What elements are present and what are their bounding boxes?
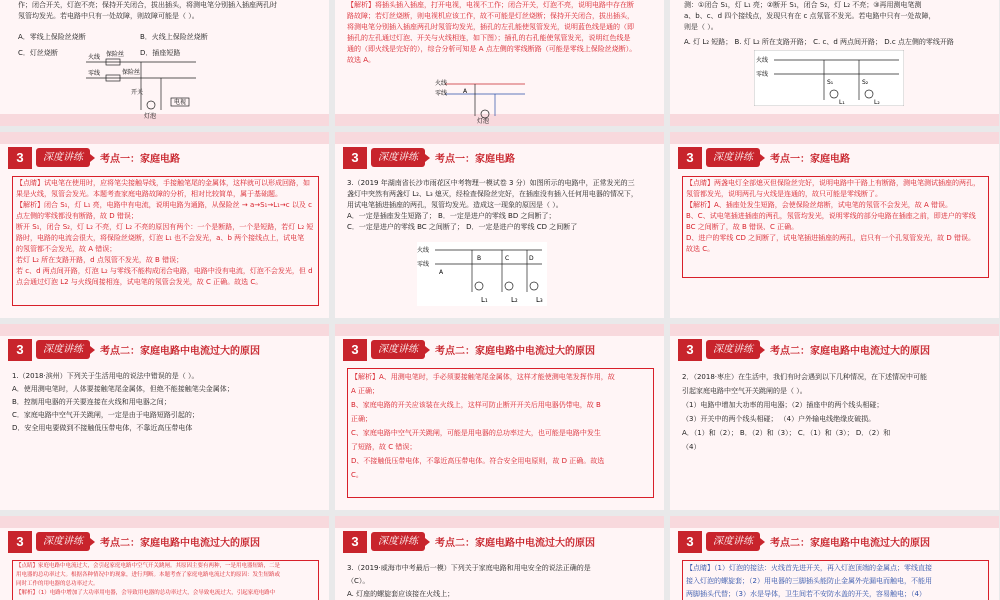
text-line: 路时，电路的电流会很大，将保险丝烧断，灯泡 L₁ 也不会发光，a、b 两个接线点上，试电笔	[16, 234, 305, 242]
diagram-label: 零线	[435, 90, 448, 97]
slide-3[interactable]	[670, 0, 999, 126]
text-line: 氖管都发光，说明两孔与火线是连通的，故只可能是零线断了。	[686, 190, 882, 198]
slide-title: 考点二：家庭电路中电流过大的原因	[435, 346, 595, 357]
text-line: 断开 S₁，闭合 S₂，灯 L₂ 不亮，灯 L₂ 不亮的原因有两个：一个是断路，一个是短路，若灯 L₂ 短	[16, 223, 314, 231]
diagram-label: 火线	[756, 57, 769, 64]
diagram-label: B	[477, 255, 482, 262]
section-number: 3	[8, 147, 32, 169]
text-line: 引起家庭电路中空气开关跳闸的是（ ）。	[682, 387, 807, 395]
text-line: 3.（2019·威海市中考最后一模）下列关于家庭电路和用电安全的说法正确的是	[347, 564, 591, 572]
diagram-label: 零线	[88, 70, 101, 77]
slide-title: 考点二：家庭电路中电流过大的原因	[435, 538, 595, 549]
text-line: B、家庭电路的开关应该装在火线上，这样可防止断开开关后用电器仍带电，故 B	[351, 401, 601, 409]
text-line: 用试电笔插进插座的两孔，氖管均发光。造成这一现象的原因是（ ）。	[347, 201, 563, 209]
text-line: 氖管均发光。若电路中只有一处故障，则故障可能是（ ）。	[18, 12, 199, 20]
text-line: 【点睛】（1）灯泡的接法：火线首先进开关，再入灯泡顶端的金属点；零线直接	[686, 564, 932, 572]
text-line: 盏灯中突然有两盏灯 L₂、L₃ 熄灭，经检查保险丝完好，在插座没有插入任何用电器的情况下，	[347, 190, 638, 198]
diagram-label: L₂	[511, 296, 518, 304]
text-line: 点会通过灯泡 L2 与火线间接相连，试电笔的氖管会发光，故 C 正确。故选 C。	[16, 278, 263, 286]
text-line: 故选 A。	[347, 56, 376, 64]
diagram-label: 灯泡	[144, 113, 157, 120]
slide-title: 考点一：家庭电路	[770, 154, 850, 165]
text-line: 3.（2019 年湖南省长沙市雨花区中考物理一模试卷 3 分）如图所示的电路中，正常发光的三	[347, 179, 635, 187]
text-line: A．使用测电笔时，人体要接触笔尾金属体，但绝不能接触笔尖金属体；	[12, 385, 234, 393]
diagram-label: 开关	[131, 89, 144, 96]
text-line: 插孔的左孔通过灯泡、开关与火线相连，如下图）；插孔的右孔能使氖管发光，说明红色线是	[347, 34, 631, 42]
slide-7[interactable]	[0, 324, 329, 510]
slide-title-bar	[678, 147, 993, 169]
text-line: 正确；	[351, 415, 372, 423]
section-badge: 深度讲练	[371, 148, 425, 167]
slide-10[interactable]	[0, 516, 329, 600]
diagram-label: 电视	[174, 99, 187, 106]
section-badge: 深度讲练	[706, 340, 760, 359]
text-line: 用电器的总功率过大。根据各种情况中的现象，进行判断。本题考查了家庭电路电流过大的原因：发生短路或	[16, 572, 281, 578]
text-line: 点左侧的零线都没有断路，故 D 错误；	[16, 212, 138, 220]
slide-title: 考点二：家庭电路中电流过大的原因	[100, 538, 260, 549]
text-line: 【点睛】试电笔在使用时，应将笔尖接触导线，手接触笔尾的金属体，这样就可以形成回路，如	[16, 179, 310, 187]
text-line: 将测电笔分别插入插座两孔时氖管均发光，插孔的左孔能使氖管发光，说明蓝色线是通的（即	[347, 23, 634, 31]
diagram-label: L₁	[481, 296, 488, 304]
text-line: 【解析】闭合 S₁，灯 L₁ 亮，电路中有电流，说明电路为通路，从保险丝 → a→S₁→L₁→c 以及 c	[16, 201, 312, 209]
diagram-label: 零线	[756, 71, 769, 78]
diagram-label: A	[439, 269, 444, 276]
diagram-label: S₂	[862, 79, 869, 86]
section-badge: 深度讲练	[371, 532, 425, 551]
slide-title: 考点二：家庭电路中电流过大的原因	[770, 346, 930, 357]
text-line: 【点睛】两盏电灯全部熄灭但保险丝完好，说明电路中干路上有断路，测电笔测试插座的两孔，	[686, 179, 980, 187]
diagram-label: 零线	[417, 261, 430, 268]
text-line: D、不接触低压带电体，不靠近高压带电体。符合安全用电原则，故 D 正确。故选	[351, 457, 605, 465]
text-line: C．一定是进户的零线 BC 之间断了； D．一定是进户的零线 CD 之间断了	[347, 223, 578, 231]
text-line: A．（1）和（2）； B．（2）和（3）； C．（1）和（3）； D．（2）和	[682, 429, 891, 437]
circuit-diagram	[754, 50, 904, 106]
diagram-label: 保险丝	[106, 51, 125, 58]
slide-6[interactable]	[670, 132, 999, 318]
text-line: （4）	[682, 443, 701, 451]
text-line: B．控制用电器的开关要连接在火线和用电器之间；	[12, 398, 171, 406]
slide-title-bar	[8, 339, 323, 361]
circuit-diagram	[435, 76, 525, 124]
diagram-label: L₂	[874, 99, 880, 106]
text-line: A 正确；	[351, 387, 380, 395]
diagram-label: A	[463, 88, 468, 95]
slide-1[interactable]	[0, 0, 329, 126]
slide-title-bar	[343, 147, 658, 169]
text-line: 故选 C。	[686, 245, 715, 253]
slide-title-bar	[8, 147, 323, 169]
slide-title: 考点二：家庭电路中电流过大的原因	[770, 538, 930, 549]
slide-title-bar	[8, 531, 323, 553]
circuit-diagram	[86, 50, 196, 120]
slide-5[interactable]	[335, 132, 664, 318]
circuit-diagram	[417, 242, 547, 306]
slide-12[interactable]	[670, 516, 999, 600]
section-number: 3	[343, 147, 367, 169]
diagram-label: S₁	[827, 79, 834, 86]
text-line: 【解析】A、用测电笔时，手必须要接触笔尾金属体，这样才能使测电笔发挥作用，故	[351, 373, 615, 381]
text-line: D．安全用电要做到不接触低压带电体，不靠近高压带电体	[12, 424, 193, 432]
section-number: 3	[678, 531, 702, 553]
slide-title-bar	[343, 339, 658, 361]
option: B．火线上保险丝烧断	[140, 33, 208, 41]
text-line: 的氖管都不会发光，故 A 错误；	[16, 245, 117, 253]
text-line: BC 之间断了，故 B 错误、C 正确。	[686, 223, 799, 231]
text-line: （C）。	[347, 577, 370, 585]
text-line: A．一定是插座发生短路了； B．一定是进户的零线 BD 之间断了；	[347, 212, 556, 220]
text-line: 作；闭合开关，灯泡不亮；保持开关闭合，拔出插头，将测电笔分别插入插座两孔时	[18, 1, 277, 9]
text-line: 果是火线，氖管会发光。本题考查家庭电路故障的分析，相对比较简单，属于基础题。	[16, 190, 282, 198]
text-line: 则是（ ）。	[684, 23, 718, 31]
text-line: 1.（2018·滨州）下列关于生活用电的说法中错误的是（ ）。	[12, 372, 199, 380]
slide-title-bar	[343, 531, 658, 553]
text-line: C、家庭电路中空气开关跳闸，可能是用电器的总功率过大，也可能是电路中发生	[351, 429, 601, 437]
text-line: 【解析】A、插座处发生短路，会使保险丝熔断，试电笔的氖管不会发光，故 A 错误。	[686, 201, 953, 209]
section-badge: 深度讲练	[371, 340, 425, 359]
text-line: 2．（2018·枣庄）在生活中，我们有时会遇到以下几种情况，在下述情况中可能	[682, 373, 927, 381]
text-line: 【解析】将插头插入插座，打开电视，电视不工作；闭合开关，灯泡不亮，说明电路中存在断	[347, 1, 634, 9]
diagram-label: 火线	[88, 54, 101, 61]
text-line: （3）开关中的两个线头相碰； （4）户外输电线绝缘皮破损。	[682, 415, 876, 423]
text-line: 若 c、d 两点间开路，灯泡 L₂ 与零线不能构成闭合电路，电路中没有电流，灯泡不会发光，但 d	[16, 267, 313, 275]
text-line: D、进户的零线 CD 之间断了，试电笔插进插座的两孔，启只有一个孔氖管发光，故 D 错误。	[686, 234, 975, 242]
slide-11[interactable]	[335, 516, 664, 600]
section-number: 3	[678, 339, 702, 361]
diagram-label: L₃	[536, 296, 543, 304]
slide-title: 考点一：家庭电路	[435, 154, 515, 165]
section-badge: 深度讲练	[36, 532, 90, 551]
diagram-label: L₁	[839, 99, 845, 106]
section-badge: 深度讲练	[706, 148, 760, 167]
text-line: A. 灯 L₂ 短路； B. 灯 L₂ 所在支路开路； C. c、d 两点间开路； D.c 点左侧的零线开路	[684, 38, 954, 46]
text-line: 同时工作的用电器的总功率过大。	[16, 581, 99, 587]
text-line: 路故障；若灯丝烧断，则电视机应该工作，故不可能是灯丝烧断；保持开关闭合，拔出插头，	[347, 12, 634, 20]
slide-title-bar	[678, 531, 993, 553]
section-number: 3	[8, 531, 32, 553]
diagram-label: 灯泡	[477, 118, 490, 124]
slide-title: 考点二：家庭电路中电流过大的原因	[100, 346, 260, 357]
diagram-label: 火线	[435, 80, 448, 87]
text-line: 了短路，故 C 错误；	[351, 443, 417, 451]
slide-8[interactable]	[335, 324, 664, 510]
section-number: 3	[678, 147, 702, 169]
text-line: C。	[351, 471, 363, 479]
text-line: A. 灯座的螺旋套应该接在火线上；	[347, 590, 455, 598]
option: A．零线上保险丝烧断	[18, 33, 86, 41]
section-badge: 深度讲练	[36, 340, 90, 359]
diagram-label: 保险丝	[122, 69, 141, 76]
text-line: 测：①闭合 S₁，灯 L₁ 亮；②断开 S₁，闭合 S₂，灯 L₂ 不亮；③再用测电笔测	[684, 1, 922, 9]
section-number: 3	[8, 339, 32, 361]
text-line: 通的（即火线是完好的），综合分析可知是 A 点左侧的零线断路（可能是零线上保险丝烧断）。	[347, 45, 637, 53]
text-line: 【解析】（1）电路中增加了大功率用电器，会导致用电器的总功率过大，会导致电流过大，引起家庭电路中	[16, 590, 276, 596]
slide-title: 考点一：家庭电路	[100, 154, 180, 165]
option: D．插座短路	[140, 49, 181, 57]
diagram-label: C	[505, 255, 510, 262]
section-number: 3	[343, 339, 367, 361]
section-number: 3	[343, 531, 367, 553]
slide-title-bar	[678, 339, 993, 361]
section-badge: 深度讲练	[706, 532, 760, 551]
text-line: 接入灯泡的螺旋套；（2）用电器的三脚插头能防止金属外壳漏电而触电，不能用	[686, 577, 932, 585]
text-line: 两脚插头代替；（3）水是导体，卫生间若不安防水盖的开关，容易触电；（4）	[686, 590, 926, 598]
text-line: 若灯 L₂ 所在支路开路，d 点氖管不发光，故 B 错误；	[16, 256, 184, 264]
text-line: B、C、试电笔插进插座的两孔，氖管均发光，说明零线的部分电路在插座之前，即进户的零线	[686, 212, 976, 220]
text-line: a、b、c、d 四个接线点，发现只有在 c 点氖管不发光。若电路中只有一处故障，	[684, 12, 936, 20]
diagram-label: 火线	[417, 247, 430, 254]
slide-9[interactable]	[670, 324, 999, 510]
option: C．灯丝烧断	[18, 49, 58, 57]
diagram-label: D	[529, 255, 534, 262]
text-line: C．家庭电路中空气开关跳闸，一定是由于电路短路引起的；	[12, 411, 199, 419]
section-badge: 深度讲练	[36, 148, 90, 167]
text-line: （1）电路中增加大功率的用电器；（2）插座中的两个线头相碰；	[682, 401, 884, 409]
text-line: 【点睛】家庭电路中电流过大，会引起家庭电路中空气开关跳闸。其原因主要有两种，一是用电器短路，二是	[16, 563, 281, 569]
slide-2[interactable]	[335, 0, 664, 126]
slide-4[interactable]	[0, 132, 329, 318]
